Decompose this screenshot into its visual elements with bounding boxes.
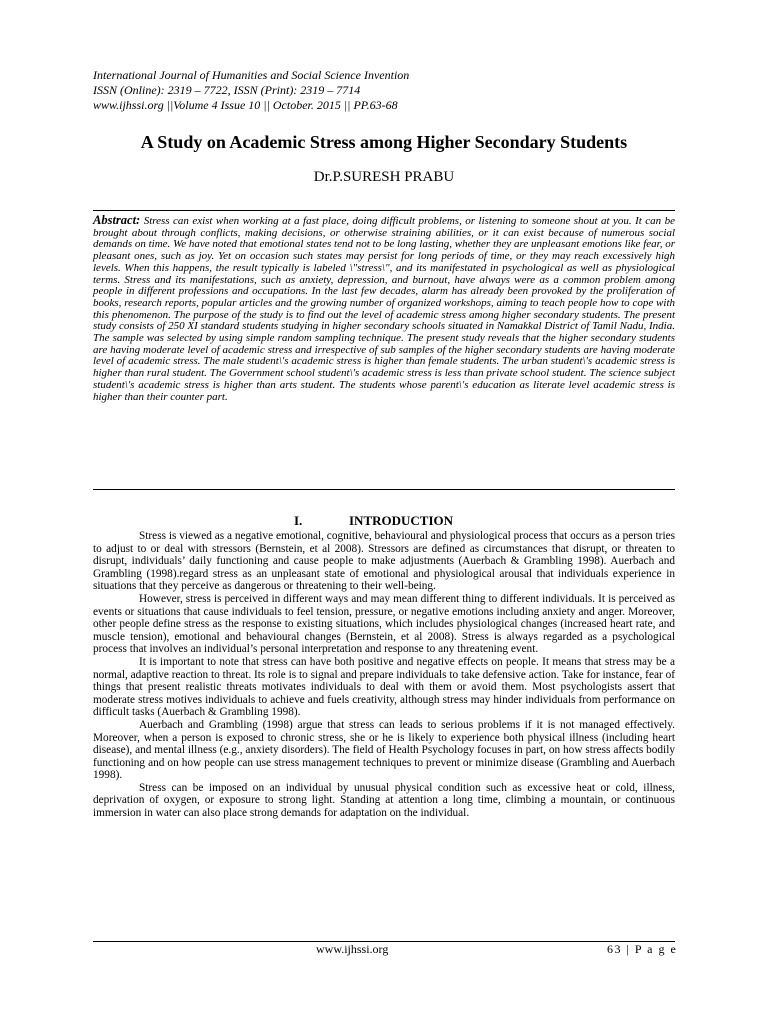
- body-paragraph: Stress is viewed as a negative emotional, cognitive, behavioural and physiological process that occurs as a person tries to adjust to or deal with stressors (Bernstein, et al 2008). Stressors are defined as circumstances that disrupt, or threaten to disrupt, individuals’ daily functioning and cause people to make adjustments (Auerbach & Grambling 1998). Auerbach and Grambling (1998).regard stress as an unpleasant state of emotional and physiological arousal that individuals experience in situations that they perceive as dangerous or threatening to their well-being.: [93, 530, 675, 593]
- section-number: I.: [294, 513, 303, 528]
- abstract-top-rule: [93, 210, 675, 211]
- abstract-label: Abstract:: [93, 213, 141, 227]
- body-paragraph: However, stress is perceived in different ways and may mean different thing to different individuals. It is perceived as events or situations that cause individuals to feel tension, pressure, or negative emotions including anxiety and anger. Moreover, other people define stress as the response to existing situations, which includes physiological changes (increased heart rate, and muscle tension), emotional and behavioural changes (Bernstein, et al 2008). Stress is always regarded as a psychological process that involves an individual’s personal interpretation and response to any threatening event.: [93, 592, 675, 656]
- section-title: INTRODUCTION: [349, 513, 454, 528]
- paper-title: A Study on Academic Stress among Higher Secondary Students: [140, 132, 628, 152]
- abstract: [93, 215, 675, 403]
- body-paragraph: Auerbach and Grambling (1998) argue that stress can leads to serious problems if it is not managed effectively. Moreover, when a person is exposed to chronic stress, she or he is likely to experience both physical illness (including heart disease), and mental illness (e.g., anxiety disorders). The field of Health Psychology focuses in part, on how stress affects bodily functioning and on how people can use stress management techniques to prevent or minimize disease (Grambling and Auerbach 1998).: [93, 718, 675, 782]
- journal-header: [93, 68, 693, 113]
- abstract-bottom-rule: [93, 489, 675, 490]
- journal-volume: www.ijhssi.org ||Volume 4 Issue 10 || October. 2015 || PP.63-68: [93, 98, 398, 112]
- body-paragraph: Stress can be imposed on an individual by unusual physical condition such as excessive heat or cold, illness, deprivation of oxygen, or exposure to strong light. Standing at attention a long time, climbing a mountain, or continuous immersion in water can also place strong demands for adaptation on the individual.: [93, 781, 675, 820]
- paper-author: Dr.P.SURESH PRABU: [313, 169, 455, 185]
- journal-name: International Journal of Humanities and Social Science Invention: [93, 68, 410, 82]
- footer-url: www.ijhssi.org: [316, 942, 389, 956]
- journal-issn: ISSN (Online): 2319 – 7722, ISSN (Print): 2319 – 7714: [93, 83, 361, 97]
- abstract-text: Stress can exist when working at a fast place, doing difficult problems, or listening to someone shout at you. It can be brought about through conflicts, making decisions, or otherwise straining abilities, or it can exist because of numerous social demands on time. We have noted that emotional states tend not to be long lasting, whether they are unpleasant emotions like fear, or pleasant ones, such as joy. Yet on occasion such states may persist for long periods of time, or they may reach excessively high levels. When this happens, the result typically is labeled \"stress\", and its manifestated in psychological as well as physiological terms. Stress and its manifestations, such as anxiety, depression, and burnout, have always were as a common problem among people in different professions and occupations. In the last few decades, alarm has already been provoked by the proliferation of books, research reports, popular articles and the growing number of organized workshops, aiming to teach people how to cope with this phenomenon. The purpose of the study is to find out the level of academic stress among higher secondary students. The present study consists of 250 XI standard students studying in higher secondary schools situated in Namakkal District of Tamil Nadu, India. The sample was selected by using simple random sampling technique. The present study reveals that the higher secondary students are having moderate level of academic stress and irrespective of sub samples of the higher secondary students are having moderate level of academic stress. The male student\'s academic stress is higher than female students. The urban student\'s academic stress is higher than rural student. The Government school student\'s academic stress is less than private school student. The science subject student\'s academic stress is higher than arts student. The students whose parent\'s education as literate level academic stress is higher than their counter part.: [93, 215, 676, 403]
- body-paragraph: It is important to note that stress can have both positive and negative effects on people. It means that stress may be a normal, adaptive reaction to threat. Its role is to signal and prepare individuals to take defensive action. Take for instance, fear of things that present realistic threats motivates individuals to deal with them or avoid them. Most psychologists assert that moderate stress motives individuals to achieve and fuels creativity, although stress may hinder individuals from performance on difficult tasks (Auerbach & Grambling 1998).: [93, 655, 675, 719]
- introduction-body: [93, 530, 675, 820]
- page-number: 63 | P a g e: [607, 942, 678, 956]
